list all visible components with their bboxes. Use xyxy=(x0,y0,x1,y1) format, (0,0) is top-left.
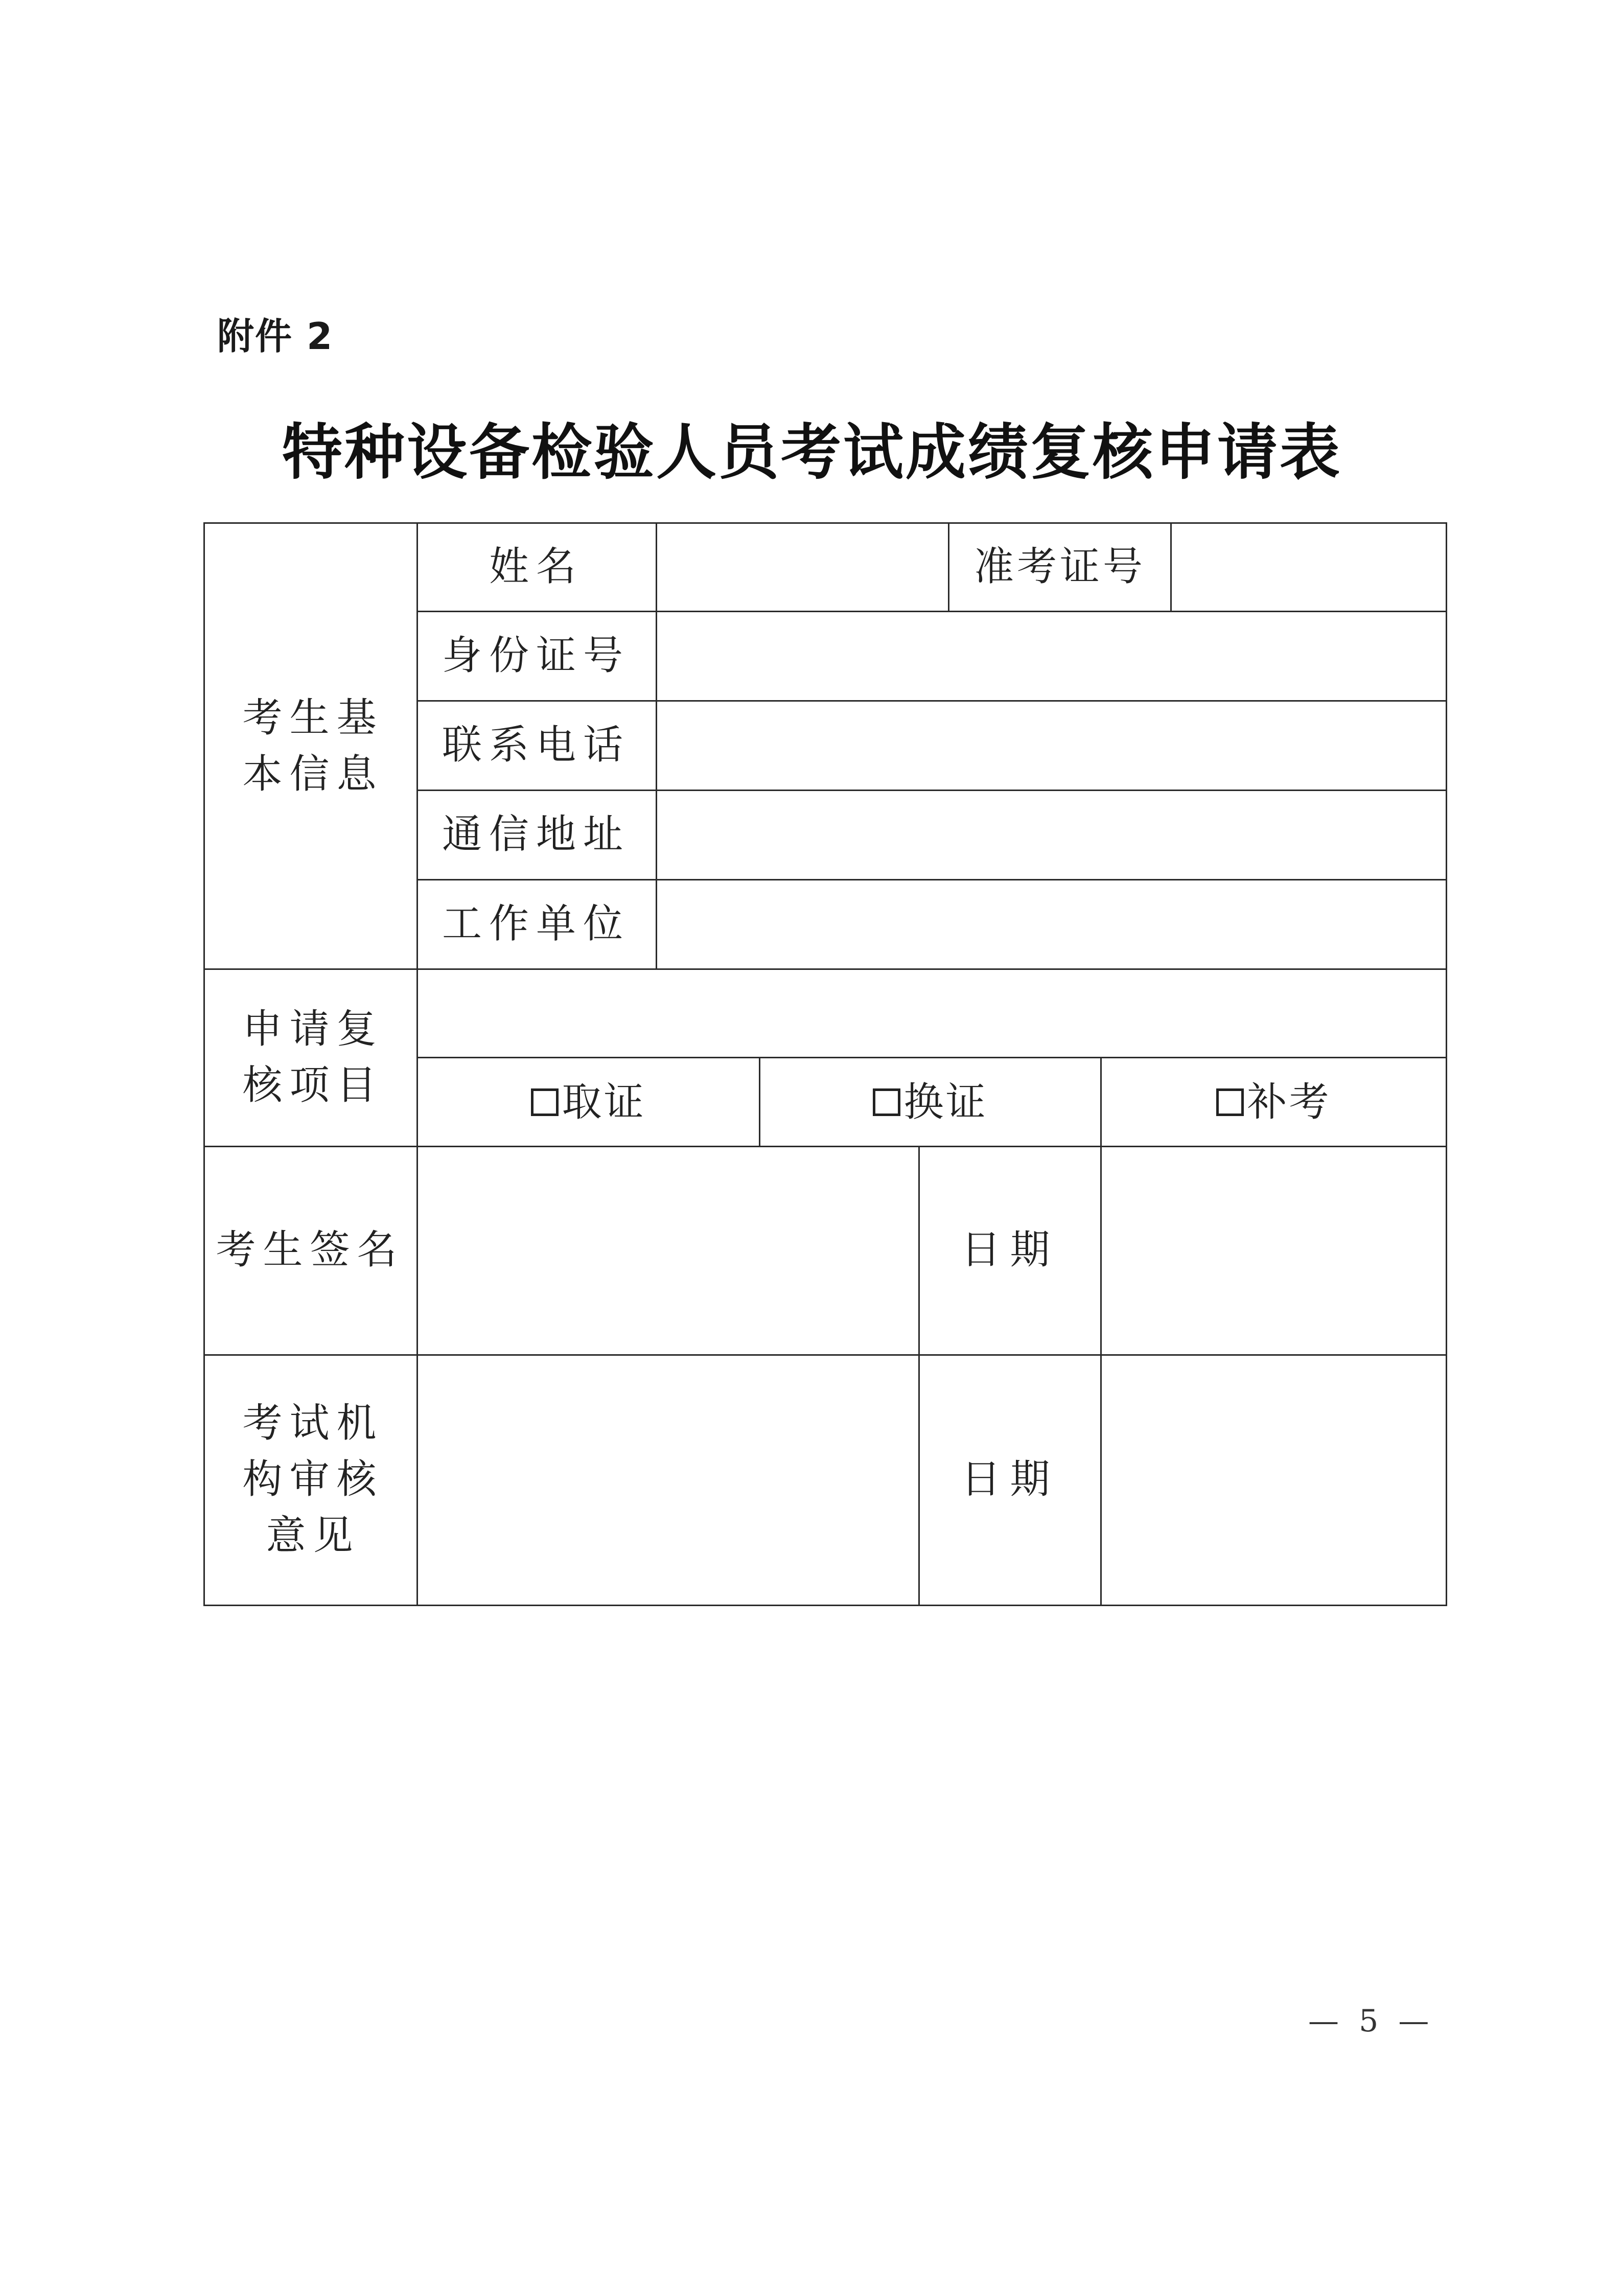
opinion-date-label: 日期 xyxy=(961,1456,1059,1502)
checkbox-icon[interactable] xyxy=(531,1088,559,1116)
signature-field[interactable] xyxy=(418,1147,918,1354)
option-label: 换证 xyxy=(903,1079,988,1125)
address-field[interactable] xyxy=(657,791,1446,879)
phone-label: 联系电话 xyxy=(442,722,630,768)
table-border-left xyxy=(203,522,205,1606)
checkbox-icon[interactable] xyxy=(1216,1088,1244,1116)
id-number-field[interactable] xyxy=(657,612,1446,700)
checkbox-icon[interactable] xyxy=(873,1088,900,1116)
opinion-date-field[interactable] xyxy=(1102,1356,1446,1605)
admission-number-label: 准考证号 xyxy=(973,543,1146,590)
review-item-field[interactable] xyxy=(418,970,1446,1057)
phone-field[interactable] xyxy=(657,702,1446,790)
table-border-bottom xyxy=(203,1605,1447,1606)
option-label: 补考 xyxy=(1247,1079,1331,1125)
admission-number-field[interactable] xyxy=(1172,524,1446,611)
review-item-label xyxy=(220,968,406,1146)
employer-label: 工作单位 xyxy=(442,900,630,947)
address-label: 通信地址 xyxy=(442,811,630,857)
name-label: 姓名 xyxy=(489,543,583,590)
opinion-text: 考试机构审核意见 xyxy=(242,1400,384,1559)
opinion-field[interactable] xyxy=(418,1356,918,1605)
option-certification[interactable] xyxy=(418,1058,759,1146)
page-number: — 5 — xyxy=(1308,2003,1434,2039)
option-renewal[interactable] xyxy=(760,1058,1100,1146)
employer-field[interactable] xyxy=(657,880,1446,968)
basic-info-text: 考生基本信息 xyxy=(242,695,384,797)
basic-info-label xyxy=(220,522,406,970)
signature-date-label: 日期 xyxy=(961,1227,1059,1273)
table-border-right xyxy=(1446,522,1447,1606)
option-label: 取证 xyxy=(562,1079,646,1125)
option-retake[interactable] xyxy=(1102,1058,1446,1146)
signature-label: 考生签名 xyxy=(216,1227,404,1273)
attachment-label: 附件 2 xyxy=(217,315,334,358)
id-number-label: 身份证号 xyxy=(442,632,630,679)
form-title: 特种设备检验人员考试成绩复核申请表 xyxy=(282,416,1342,488)
opinion-label xyxy=(220,1354,406,1605)
name-field[interactable] xyxy=(657,524,948,611)
signature-date-field[interactable] xyxy=(1102,1147,1446,1354)
review-item-text: 申请复核项目 xyxy=(242,1006,384,1108)
